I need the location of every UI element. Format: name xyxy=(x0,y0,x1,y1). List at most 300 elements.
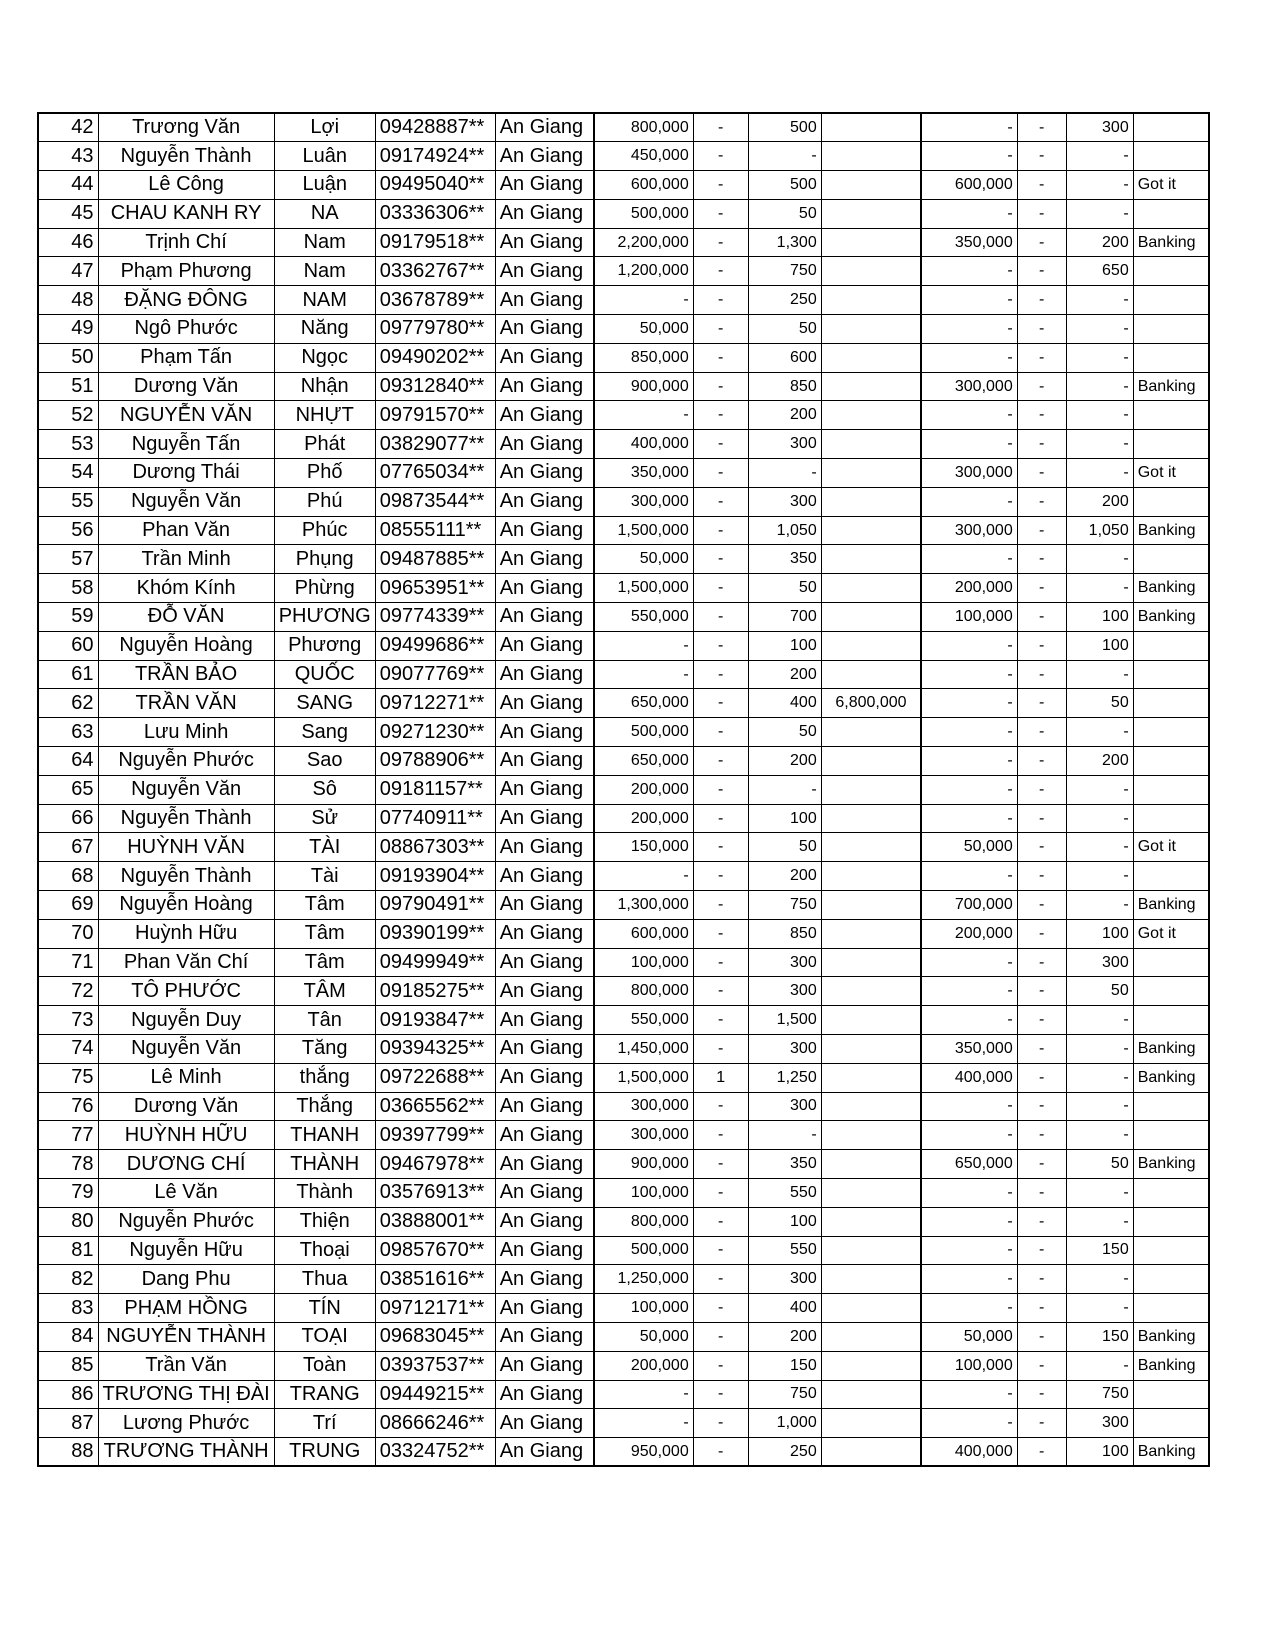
points-cell: 100 xyxy=(748,1207,821,1236)
extra-amount-cell xyxy=(821,315,921,344)
first-name-cell: Khóm Kính xyxy=(98,574,274,603)
status-cell xyxy=(1133,747,1209,776)
extra-amount-cell xyxy=(821,891,921,920)
given-name-cell: Thua xyxy=(274,1265,375,1294)
table-row xyxy=(38,516,1209,545)
row-number: 80 xyxy=(38,1207,98,1236)
given-name-cell: QUỐC xyxy=(274,660,375,689)
points-cell: 200 xyxy=(748,660,821,689)
status-cell xyxy=(1133,545,1209,574)
flag-2-cell: - xyxy=(1017,919,1066,948)
status-cell xyxy=(1133,1294,1209,1323)
row-number: 76 xyxy=(38,1092,98,1121)
extra-amount-cell: 6,800,000 xyxy=(821,689,921,718)
status-cell xyxy=(1133,862,1209,891)
table-row xyxy=(38,372,1209,401)
table-row xyxy=(38,1380,1209,1409)
status-cell: Banking xyxy=(1133,1035,1209,1064)
points-cell: - xyxy=(748,459,821,488)
table-row xyxy=(38,430,1209,459)
row-number: 86 xyxy=(38,1380,98,1409)
given-name-cell: NA xyxy=(274,199,375,228)
phone-cell: 09193904** xyxy=(375,862,495,891)
points-2-cell: - xyxy=(1066,804,1133,833)
flag-cell: 1 xyxy=(693,1063,748,1092)
status-cell xyxy=(1133,1265,1209,1294)
flag-2-cell: - xyxy=(1017,199,1066,228)
points-cell: - xyxy=(748,142,821,171)
table-row xyxy=(38,747,1209,776)
first-name-cell: Nguyễn Văn xyxy=(98,1035,274,1064)
flag-cell: - xyxy=(693,862,748,891)
status-cell xyxy=(1133,430,1209,459)
row-number: 69 xyxy=(38,891,98,920)
row-number: 52 xyxy=(38,401,98,430)
province-cell: An Giang xyxy=(495,862,594,891)
given-name-cell: Thiện xyxy=(274,1207,375,1236)
amount-2-cell: - xyxy=(921,660,1017,689)
flag-cell: - xyxy=(693,631,748,660)
amount-2-cell: - xyxy=(921,1236,1017,1265)
province-cell: An Giang xyxy=(495,1006,594,1035)
points-cell: 50 xyxy=(748,833,821,862)
province-cell: An Giang xyxy=(495,199,594,228)
extra-amount-cell xyxy=(821,718,921,747)
first-name-cell: ĐỖ VĂN xyxy=(98,603,274,632)
amount-2-cell: - xyxy=(921,1380,1017,1409)
table-row xyxy=(38,603,1209,632)
points-2-cell: 300 xyxy=(1066,948,1133,977)
status-cell: Banking xyxy=(1133,1351,1209,1380)
points-2-cell: - xyxy=(1066,1121,1133,1150)
amount-2-cell: - xyxy=(921,804,1017,833)
amount-2-cell: - xyxy=(921,977,1017,1006)
points-2-cell: - xyxy=(1066,1351,1133,1380)
points-2-cell: - xyxy=(1066,775,1133,804)
amount-1-cell: 650,000 xyxy=(594,689,693,718)
extra-amount-cell xyxy=(821,574,921,603)
flag-2-cell: - xyxy=(1017,1006,1066,1035)
phone-cell: 09490202** xyxy=(375,343,495,372)
table-row xyxy=(38,1035,1209,1064)
first-name-cell: Trương Văn xyxy=(98,113,274,142)
points-cell: 300 xyxy=(748,1092,821,1121)
extra-amount-cell xyxy=(821,919,921,948)
points-cell: 850 xyxy=(748,372,821,401)
flag-cell: - xyxy=(693,660,748,689)
flag-cell: - xyxy=(693,1178,748,1207)
amount-1-cell: - xyxy=(594,286,693,315)
flag-cell: - xyxy=(693,1006,748,1035)
points-cell: 700 xyxy=(748,603,821,632)
table-row xyxy=(38,1207,1209,1236)
row-number: 75 xyxy=(38,1063,98,1092)
province-cell: An Giang xyxy=(495,545,594,574)
amount-1-cell: 100,000 xyxy=(594,1178,693,1207)
given-name-cell: Sang xyxy=(274,718,375,747)
table-row xyxy=(38,1150,1209,1179)
flag-cell: - xyxy=(693,948,748,977)
extra-amount-cell xyxy=(821,343,921,372)
points-cell: 50 xyxy=(748,574,821,603)
amount-1-cell: 1,250,000 xyxy=(594,1265,693,1294)
points-cell: 50 xyxy=(748,199,821,228)
given-name-cell: Trí xyxy=(274,1409,375,1438)
extra-amount-cell xyxy=(821,372,921,401)
flag-cell: - xyxy=(693,286,748,315)
extra-amount-cell xyxy=(821,1092,921,1121)
province-cell: An Giang xyxy=(495,1294,594,1323)
extra-amount-cell xyxy=(821,603,921,632)
province-cell: An Giang xyxy=(495,1207,594,1236)
province-cell: An Giang xyxy=(495,1322,594,1351)
given-name-cell: TÂM xyxy=(274,977,375,1006)
table-row xyxy=(38,718,1209,747)
first-name-cell: Lê Minh xyxy=(98,1063,274,1092)
province-cell: An Giang xyxy=(495,430,594,459)
row-number: 83 xyxy=(38,1294,98,1323)
extra-amount-cell xyxy=(821,1121,921,1150)
points-2-cell: 200 xyxy=(1066,487,1133,516)
phone-cell: 09467978** xyxy=(375,1150,495,1179)
given-name-cell: Nam xyxy=(274,257,375,286)
points-2-cell: - xyxy=(1066,574,1133,603)
flag-2-cell: - xyxy=(1017,545,1066,574)
flag-2-cell: - xyxy=(1017,228,1066,257)
amount-1-cell: - xyxy=(594,660,693,689)
points-cell: 200 xyxy=(748,862,821,891)
extra-amount-cell xyxy=(821,1294,921,1323)
amount-2-cell: - xyxy=(921,1409,1017,1438)
given-name-cell: THANH xyxy=(274,1121,375,1150)
table-row xyxy=(38,545,1209,574)
row-number: 70 xyxy=(38,919,98,948)
flag-2-cell: - xyxy=(1017,718,1066,747)
flag-2-cell: - xyxy=(1017,747,1066,776)
extra-amount-cell xyxy=(821,459,921,488)
table-row xyxy=(38,631,1209,660)
given-name-cell: TÀI xyxy=(274,833,375,862)
extra-amount-cell xyxy=(821,1236,921,1265)
points-2-cell: 150 xyxy=(1066,1236,1133,1265)
flag-2-cell: - xyxy=(1017,804,1066,833)
amount-2-cell: - xyxy=(921,747,1017,776)
first-name-cell: Nguyễn Hoàng xyxy=(98,891,274,920)
points-cell: 550 xyxy=(748,1178,821,1207)
row-number: 65 xyxy=(38,775,98,804)
amount-1-cell: 400,000 xyxy=(594,430,693,459)
flag-2-cell: - xyxy=(1017,1121,1066,1150)
amount-2-cell: 650,000 xyxy=(921,1150,1017,1179)
status-cell: Banking xyxy=(1133,1063,1209,1092)
points-2-cell: 100 xyxy=(1066,1438,1133,1467)
points-cell: 100 xyxy=(748,631,821,660)
flag-2-cell: - xyxy=(1017,660,1066,689)
status-cell xyxy=(1133,1207,1209,1236)
flag-2-cell: - xyxy=(1017,948,1066,977)
points-cell: 200 xyxy=(748,747,821,776)
extra-amount-cell xyxy=(821,401,921,430)
row-number: 47 xyxy=(38,257,98,286)
row-number: 46 xyxy=(38,228,98,257)
amount-2-cell: 400,000 xyxy=(921,1063,1017,1092)
row-number: 44 xyxy=(38,171,98,200)
table-row xyxy=(38,1351,1209,1380)
first-name-cell: TRƯƠNG THÀNH xyxy=(98,1438,274,1467)
first-name-cell: TRƯƠNG THỊ ĐÀI xyxy=(98,1380,274,1409)
province-cell: An Giang xyxy=(495,516,594,545)
points-2-cell: 200 xyxy=(1066,747,1133,776)
first-name-cell: PHẠM HỒNG xyxy=(98,1294,274,1323)
status-cell xyxy=(1133,1006,1209,1035)
flag-2-cell: - xyxy=(1017,1092,1066,1121)
flag-2-cell: - xyxy=(1017,401,1066,430)
flag-cell: - xyxy=(693,1150,748,1179)
extra-amount-cell xyxy=(821,977,921,1006)
amount-2-cell: 300,000 xyxy=(921,459,1017,488)
amount-1-cell: 550,000 xyxy=(594,603,693,632)
flag-2-cell: - xyxy=(1017,1150,1066,1179)
points-cell: 500 xyxy=(748,171,821,200)
table-row xyxy=(38,1063,1209,1092)
flag-cell: - xyxy=(693,113,748,142)
given-name-cell: Tâm xyxy=(274,891,375,920)
given-name-cell: TRANG xyxy=(274,1380,375,1409)
flag-2-cell: - xyxy=(1017,862,1066,891)
table-row xyxy=(38,948,1209,977)
amount-2-cell: 200,000 xyxy=(921,919,1017,948)
province-cell: An Giang xyxy=(495,603,594,632)
row-number: 48 xyxy=(38,286,98,315)
phone-cell: 09774339** xyxy=(375,603,495,632)
amount-1-cell: 100,000 xyxy=(594,948,693,977)
points-2-cell: - xyxy=(1066,833,1133,862)
amount-2-cell: - xyxy=(921,948,1017,977)
amount-1-cell: 1,200,000 xyxy=(594,257,693,286)
amount-2-cell: 100,000 xyxy=(921,603,1017,632)
status-cell xyxy=(1133,804,1209,833)
table-row xyxy=(38,891,1209,920)
table-row xyxy=(38,228,1209,257)
points-2-cell: 100 xyxy=(1066,919,1133,948)
first-name-cell: Phan Văn xyxy=(98,516,274,545)
points-2-cell: - xyxy=(1066,142,1133,171)
province-cell: An Giang xyxy=(495,257,594,286)
row-number: 53 xyxy=(38,430,98,459)
given-name-cell: Sử xyxy=(274,804,375,833)
points-cell: - xyxy=(748,775,821,804)
amount-2-cell: - xyxy=(921,286,1017,315)
amount-1-cell: 50,000 xyxy=(594,545,693,574)
flag-cell: - xyxy=(693,603,748,632)
row-number: 42 xyxy=(38,113,98,142)
given-name-cell: Phương xyxy=(274,631,375,660)
amount-2-cell: - xyxy=(921,199,1017,228)
status-cell xyxy=(1133,1178,1209,1207)
phone-cell: 09857670** xyxy=(375,1236,495,1265)
row-number: 67 xyxy=(38,833,98,862)
phone-cell: 03678789** xyxy=(375,286,495,315)
table-row xyxy=(38,459,1209,488)
amount-2-cell: 350,000 xyxy=(921,1035,1017,1064)
flag-cell: - xyxy=(693,1294,748,1323)
table-row xyxy=(38,862,1209,891)
table-row xyxy=(38,660,1209,689)
row-number: 58 xyxy=(38,574,98,603)
points-cell: 200 xyxy=(748,1322,821,1351)
flag-cell: - xyxy=(693,833,748,862)
province-cell: An Giang xyxy=(495,891,594,920)
points-2-cell: 300 xyxy=(1066,113,1133,142)
flag-cell: - xyxy=(693,1035,748,1064)
amount-2-cell: - xyxy=(921,430,1017,459)
amount-2-cell: - xyxy=(921,1265,1017,1294)
amount-1-cell: 100,000 xyxy=(594,1294,693,1323)
first-name-cell: Nguyễn Duy xyxy=(98,1006,274,1035)
points-2-cell: 50 xyxy=(1066,1150,1133,1179)
status-cell xyxy=(1133,1380,1209,1409)
flag-cell: - xyxy=(693,430,748,459)
flag-cell: - xyxy=(693,343,748,372)
row-number: 60 xyxy=(38,631,98,660)
amount-2-cell: - xyxy=(921,1121,1017,1150)
amount-1-cell: 300,000 xyxy=(594,487,693,516)
points-2-cell: - xyxy=(1066,286,1133,315)
flag-2-cell: - xyxy=(1017,171,1066,200)
extra-amount-cell xyxy=(821,286,921,315)
amount-2-cell: 300,000 xyxy=(921,372,1017,401)
amount-2-cell: - xyxy=(921,718,1017,747)
flag-cell: - xyxy=(693,1121,748,1150)
amount-1-cell: 50,000 xyxy=(594,1322,693,1351)
first-name-cell: Dương Văn xyxy=(98,372,274,401)
points-cell: 200 xyxy=(748,401,821,430)
province-cell: An Giang xyxy=(495,286,594,315)
status-cell: Banking xyxy=(1133,1322,1209,1351)
points-cell: 850 xyxy=(748,919,821,948)
amount-2-cell: - xyxy=(921,1294,1017,1323)
first-name-cell: Ngô Phước xyxy=(98,315,274,344)
table-row xyxy=(38,199,1209,228)
extra-amount-cell xyxy=(821,1178,921,1207)
phone-cell: 09791570** xyxy=(375,401,495,430)
province-cell: An Giang xyxy=(495,343,594,372)
points-cell: - xyxy=(748,1121,821,1150)
amount-2-cell: - xyxy=(921,1178,1017,1207)
row-number: 63 xyxy=(38,718,98,747)
table-row xyxy=(38,1178,1209,1207)
amount-1-cell: 500,000 xyxy=(594,1236,693,1265)
province-cell: An Giang xyxy=(495,919,594,948)
amount-1-cell: - xyxy=(594,1409,693,1438)
phone-cell: 09499686** xyxy=(375,631,495,660)
given-name-cell: Tâm xyxy=(274,919,375,948)
status-cell: Banking xyxy=(1133,372,1209,401)
phone-cell: 03362767** xyxy=(375,257,495,286)
given-name-cell: Toàn xyxy=(274,1351,375,1380)
points-2-cell: - xyxy=(1066,545,1133,574)
first-name-cell: Nguyễn Thành xyxy=(98,142,274,171)
given-name-cell: Tài xyxy=(274,862,375,891)
status-cell xyxy=(1133,1121,1209,1150)
points-cell: 300 xyxy=(748,977,821,1006)
extra-amount-cell xyxy=(821,199,921,228)
first-name-cell: CHAU KANH RY xyxy=(98,199,274,228)
row-number: 50 xyxy=(38,343,98,372)
status-cell xyxy=(1133,315,1209,344)
first-name-cell: Phạm Phương xyxy=(98,257,274,286)
flag-cell: - xyxy=(693,891,748,920)
row-number: 81 xyxy=(38,1236,98,1265)
phone-cell: 09873544** xyxy=(375,487,495,516)
points-cell: 50 xyxy=(748,315,821,344)
flag-cell: - xyxy=(693,574,748,603)
flag-cell: - xyxy=(693,1322,748,1351)
given-name-cell: Ngọc xyxy=(274,343,375,372)
phone-cell: 09271230** xyxy=(375,718,495,747)
status-cell xyxy=(1133,718,1209,747)
first-name-cell: Lưu Minh xyxy=(98,718,274,747)
table-row xyxy=(38,142,1209,171)
amount-1-cell: 600,000 xyxy=(594,171,693,200)
points-2-cell: 50 xyxy=(1066,689,1133,718)
flag-cell: - xyxy=(693,1438,748,1467)
amount-2-cell: - xyxy=(921,545,1017,574)
points-2-cell: - xyxy=(1066,430,1133,459)
first-name-cell: TÔ PHƯỚC xyxy=(98,977,274,1006)
status-cell xyxy=(1133,1092,1209,1121)
province-cell: An Giang xyxy=(495,142,594,171)
province-cell: An Giang xyxy=(495,631,594,660)
points-cell: 350 xyxy=(748,1150,821,1179)
flag-2-cell: - xyxy=(1017,631,1066,660)
extra-amount-cell xyxy=(821,1063,921,1092)
first-name-cell: HUỲNH VĂN xyxy=(98,833,274,862)
first-name-cell: Dang Phu xyxy=(98,1265,274,1294)
row-number: 59 xyxy=(38,603,98,632)
points-2-cell: - xyxy=(1066,1035,1133,1064)
flag-2-cell: - xyxy=(1017,516,1066,545)
points-2-cell: 200 xyxy=(1066,228,1133,257)
table-row xyxy=(38,574,1209,603)
phone-cell: 08555111** xyxy=(375,516,495,545)
province-cell: An Giang xyxy=(495,1178,594,1207)
first-name-cell: Nguyễn Thành xyxy=(98,862,274,891)
phone-cell: 09394325** xyxy=(375,1035,495,1064)
extra-amount-cell xyxy=(821,1035,921,1064)
points-cell: 300 xyxy=(748,1035,821,1064)
given-name-cell: Năng xyxy=(274,315,375,344)
table-row xyxy=(38,171,1209,200)
table-row xyxy=(38,919,1209,948)
flag-cell: - xyxy=(693,487,748,516)
given-name-cell: Tăng xyxy=(274,1035,375,1064)
status-cell xyxy=(1133,775,1209,804)
phone-cell: 09683045** xyxy=(375,1322,495,1351)
row-number: 68 xyxy=(38,862,98,891)
flag-2-cell: - xyxy=(1017,372,1066,401)
province-cell: An Giang xyxy=(495,1380,594,1409)
phone-cell: 09390199** xyxy=(375,919,495,948)
given-name-cell: Phát xyxy=(274,430,375,459)
flag-2-cell: - xyxy=(1017,430,1066,459)
points-cell: 500 xyxy=(748,113,821,142)
phone-cell: 09174924** xyxy=(375,142,495,171)
points-cell: 550 xyxy=(748,1236,821,1265)
province-cell: An Giang xyxy=(495,775,594,804)
first-name-cell: Dương Thái xyxy=(98,459,274,488)
status-cell xyxy=(1133,142,1209,171)
